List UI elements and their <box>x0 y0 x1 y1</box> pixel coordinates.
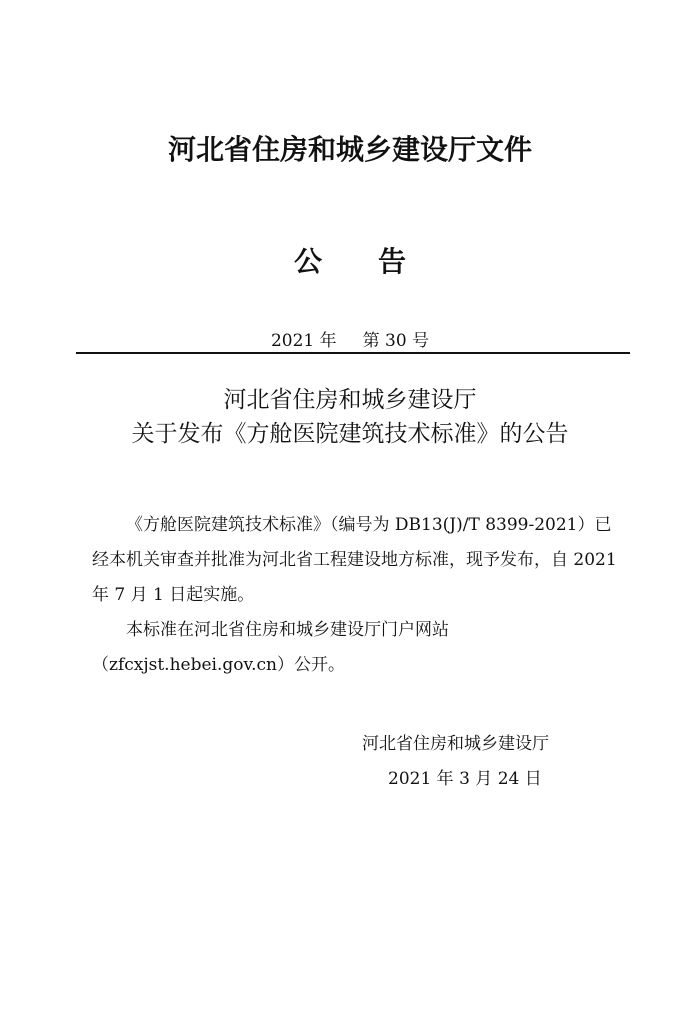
document-year: 2021 年 <box>270 331 337 351</box>
announcement-char-2: 告 <box>378 245 407 278</box>
signature-org: 河北省住房和城乡建设厅 <box>362 734 549 754</box>
announcement-heading <box>0 240 700 280</box>
document-serial-number: 第 30 号 <box>362 331 430 351</box>
notice-title <box>0 383 700 451</box>
body-paragraph-2: 本标准在河北省住房和城乡建设厅门户网站（zfcxjst.hebei.gov.cn）公开。 <box>92 620 449 675</box>
document-number <box>0 326 700 351</box>
signature-block <box>362 727 622 797</box>
announcement-char-1: 公 <box>293 245 322 278</box>
body-paragraph-1: 《方舱医院建筑技术标准》（编号为 DB13(J)/T 8399-2021）已经本机关审查并批准为河北省工程建设地方标准，现予发布，自 2021 年 7 月 1 日起实施。 <box>92 515 617 605</box>
document-header-title: 河北省住房和城乡建设厅文件 <box>167 133 532 166</box>
header-divider <box>76 352 630 354</box>
notice-title-line-1: 河北省住房和城乡建设厅 <box>223 387 477 413</box>
signature-date: 2021 年 3 月 24 日 <box>388 769 542 789</box>
notice-title-line-2: 关于发布《方舱医院建筑技术标准》的公告 <box>131 421 569 447</box>
notice-body <box>92 508 628 683</box>
